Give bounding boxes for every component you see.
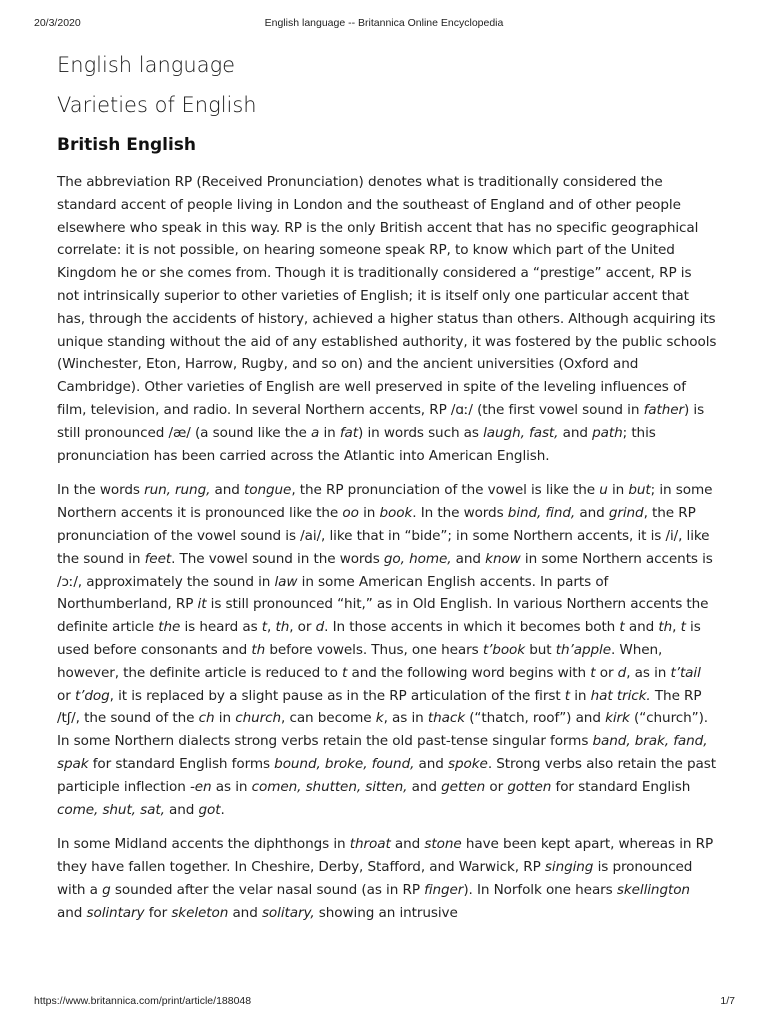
italic-term: the: [158, 619, 181, 636]
text-run: ; this pronunciation has been carried across the Atlantic into American English.: [57, 424, 656, 464]
text-run: and: [624, 619, 659, 636]
italic-term: oo: [342, 505, 359, 522]
italic-term: laugh, fast,: [483, 424, 559, 441]
italic-term: feet: [144, 550, 172, 567]
text-run: for: [144, 904, 172, 921]
text-run: and: [228, 904, 262, 921]
italic-term: law: [274, 573, 298, 590]
text-run: In the words: [57, 482, 145, 499]
section-heading: Varieties of English: [57, 93, 257, 117]
text-run: in: [319, 424, 340, 441]
italic-term: tongue: [244, 482, 292, 499]
text-run: . The vowel sound in the words: [171, 550, 384, 567]
text-run: In some Midland accents the diphthongs in: [57, 836, 350, 853]
italic-term: g: [102, 881, 111, 898]
italic-term: got: [198, 801, 221, 818]
text-run: in: [607, 482, 629, 499]
text-run: for standard English forms: [88, 755, 275, 772]
text-run: , it is replaced by a slight pause as in the RP articulation of the first: [109, 687, 565, 704]
text-run: ). In Norfolk one hears: [463, 881, 617, 898]
article-title: English language: [57, 53, 236, 77]
italic-term: know: [485, 550, 521, 567]
italic-term: ch: [198, 710, 215, 727]
italic-term: father: [643, 401, 684, 418]
text-run: . In the words: [412, 505, 508, 522]
text-run: , can become: [281, 710, 376, 727]
italic-term: path: [592, 424, 623, 441]
italic-term: t: [590, 664, 596, 681]
italic-term: thack: [427, 710, 465, 727]
text-run: (“church”). In some Northern dialects strong verbs retain the old past-tense singular forms: [57, 710, 709, 750]
text-run: , as in: [626, 664, 671, 681]
text-run: is pronounced with a: [57, 859, 693, 898]
italic-term: finger: [424, 881, 464, 898]
text-run: and: [575, 505, 609, 522]
italic-term: t: [261, 619, 268, 636]
text-run: . In those accents in which it becomes both: [324, 619, 620, 636]
article-content: [57, 50, 717, 925]
print-header: [0, 14, 768, 34]
italic-term: run, rung,: [144, 482, 211, 499]
text-run: , the RP pronunciation of the vowel is like the: [291, 482, 600, 499]
text-run: or: [595, 664, 618, 681]
italic-term: getten: [441, 778, 486, 795]
text-run: The RP /tʃ/, the sound of the: [57, 687, 702, 727]
text-run: . When, however, the definite article is reduced to: [57, 641, 663, 681]
text-run: and: [57, 904, 87, 921]
text-run: is heard as: [180, 619, 262, 636]
italic-term: t: [619, 619, 625, 636]
text-run: in: [214, 710, 236, 727]
italic-term: -en: [189, 778, 212, 795]
italic-term: t’book: [482, 641, 526, 658]
text-run: The abbreviation RP (Received Pronunciation) denotes what is traditionally considered the standard accent of people living in London and the southeast of England and of other people elsewhere who speak in this way. RP is the only British accent that has no specific geographical correlate: it is not possible, on hearing someone speak RP, to know which part of the United Kingdom he or she comes from. Though it is traditionally considered a “prestige” accent, RP is not intrinsically superior to other varieties of English; it is itself only one particular accent that has, through the accidents of history, achieved a higher status than others. Although acquiring its unique standing without the aid of any established authority, it was fostered by the public schools (Winchester, Eton, Harrow, Rugby, and so on) and the ancient universities (Oxford and Cambridge). Other varieties of English are well preserved in spite of the leveling influences of film, television, and radio. In several Northern accents, RP /ɑː/ (the first vowel sound in: [57, 174, 717, 418]
italic-term: bound, broke, found,: [274, 755, 415, 772]
italic-term: k: [375, 710, 384, 727]
italic-term: bind, find,: [507, 505, 576, 522]
text-run: ,: [672, 619, 681, 636]
italic-term: d: [617, 664, 627, 681]
italic-term: th’apple: [555, 641, 611, 658]
text-run: ) is still pronounced /æ/ (a sound like the: [57, 401, 705, 441]
text-run: and: [210, 482, 245, 499]
text-run: ; in some Northern accents it is pronounced like the: [57, 482, 713, 522]
italic-term: solitary,: [261, 904, 315, 921]
italic-term: comen, shutten, sitten,: [251, 778, 408, 795]
text-run: (“thatch, roof”) and: [465, 710, 606, 727]
text-run: as in: [211, 778, 252, 795]
italic-term: t’dog: [74, 687, 110, 704]
text-run: or: [57, 687, 75, 704]
text-run: in some American English accents. In parts of Northumberland, RP: [57, 573, 609, 613]
italic-term: th: [658, 619, 673, 636]
italic-term: hat trick.: [590, 687, 651, 704]
paragraph-1: [57, 171, 717, 467]
italic-term: th: [275, 619, 290, 636]
italic-term: gotten: [507, 778, 552, 795]
text-run: in: [358, 505, 380, 522]
text-run: and: [414, 755, 449, 772]
text-run: and the following word begins with: [347, 664, 591, 681]
text-run: and: [558, 424, 593, 441]
italic-term: u: [599, 482, 608, 499]
italic-term: skeleton: [171, 904, 229, 921]
italic-term: church: [235, 710, 281, 727]
text-run: ) in words such as: [358, 424, 484, 441]
text-run: and: [164, 801, 199, 818]
text-run: or: [485, 778, 508, 795]
text-run: and: [451, 550, 486, 567]
italic-term: skellington: [616, 881, 690, 898]
italic-term: t: [342, 664, 348, 681]
italic-term: book: [379, 505, 413, 522]
italic-term: throat: [349, 836, 391, 853]
print-page-title: English language -- Britannica Online Encyclopedia: [264, 17, 504, 29]
italic-term: t: [680, 619, 686, 636]
subsection-heading: British English: [57, 135, 197, 155]
text-run: for standard English: [551, 778, 691, 795]
italic-term: singing: [544, 859, 594, 876]
text-run: have been kept apart, whereas in RP they have fallen together. In Cheshire, Derby, Stafford, and Warwick, RP: [57, 836, 714, 876]
italic-term: kirk: [605, 710, 630, 727]
page-number: 1/7: [720, 995, 735, 1007]
text-run: and: [407, 778, 442, 795]
paragraph-3: [57, 833, 717, 924]
italic-term: it: [197, 596, 207, 613]
italic-term: d: [315, 619, 325, 636]
italic-term: grind: [608, 505, 644, 522]
text-run: but: [525, 641, 556, 658]
italic-term: come, shut, sat,: [57, 801, 165, 818]
print-footer: [0, 992, 768, 1012]
italic-term: stone: [424, 836, 462, 853]
italic-term: fat: [339, 424, 359, 441]
italic-term: but: [628, 482, 651, 499]
text-run: and: [390, 836, 425, 853]
print-date: 20/3/2020: [34, 17, 81, 29]
italic-term: th: [251, 641, 266, 658]
text-run: ,: [267, 619, 276, 636]
italic-term: a: [310, 424, 320, 441]
text-run: , as in: [383, 710, 428, 727]
italic-term: t: [564, 687, 571, 704]
text-run: . Strong verbs also retain the past participle inflection: [57, 755, 716, 795]
text-run: .: [220, 801, 225, 818]
text-run: , the RP pronunciation of the vowel sound is /ai/, like that in “bide”; in some Northern accents, it is /i/, like the sound in: [57, 505, 710, 567]
paragraph-2: [57, 479, 717, 821]
text-run: , or: [289, 619, 316, 636]
print-url: https://www.britannica.com/print/article/188048: [34, 995, 252, 1007]
text-run: in some Northern accents is /ɔː/, approximately the sound in: [57, 550, 713, 590]
text-run: is used before consonants and: [57, 619, 701, 658]
text-run: in: [570, 687, 591, 704]
text-run: sounded after the velar nasal sound (as in RP: [110, 881, 425, 898]
text-run: is still pronounced “hit,” as in Old English. In various Northern accents the definite article: [57, 596, 709, 636]
italic-term: band, brak, fand, spak: [57, 733, 708, 772]
text-run: before vowels. Thus, one hears: [265, 641, 483, 658]
italic-term: t’tail: [670, 664, 701, 681]
italic-term: solintary: [86, 904, 145, 921]
italic-term: go, home,: [383, 550, 452, 567]
text-run: showing an intrusive: [314, 904, 458, 921]
italic-term: spoke: [448, 755, 488, 772]
